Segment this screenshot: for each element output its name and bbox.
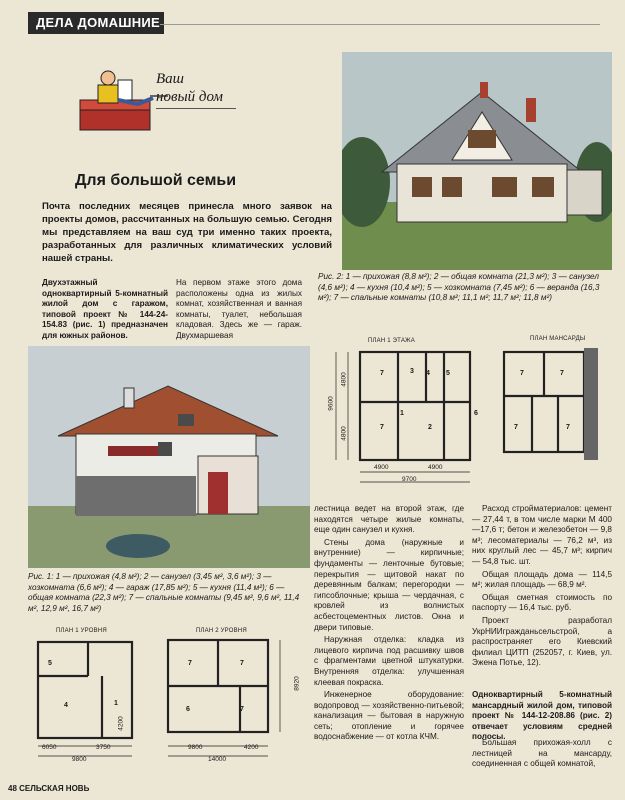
brand-line2: новый дом	[156, 89, 223, 105]
brand-line1: Ваш	[156, 71, 184, 87]
project2-intro: Одноквартирный 5-комнатный мансардный жилой дом, типовой проект № 144-12-208.86 (рис. 2) отвечает условиям средней полосы.	[472, 690, 612, 742]
project1-intro: Двухэтажный одноквартирный 5-комнатный жилой дом с гаражом, типовой проект № 144-24-154.83 (рис. 1) предназначен для южных районов.	[42, 278, 168, 340]
mid-para-3: Наружная отделка: кладка из лицевого кирпича под расшивку швов с фрагментами цветной штукатурки. Внутренняя отделка: улучшенная клеевая покраска.	[314, 635, 464, 687]
right-column	[472, 504, 612, 671]
right-para-4: Проект разработал УкрНИИгражданьсельстрой, а распространяет его Киевский филиал ЦИТП (252057, г. Киев, ул. Эжена Потье, 12).	[472, 615, 612, 668]
house-photo-fig1	[28, 346, 310, 568]
fig2-dim-w1: 4900	[374, 464, 389, 471]
section-rubric: ДЕЛА ДОМАШНИЕ	[28, 12, 164, 34]
fig2-plan1-label: ПЛАН 1 ЭТАЖА	[368, 338, 415, 344]
project1-text: На первом этаже этого дома расположены одна из жилых комнат, хозяйственная и ванная комнаты, туалет, небольшая кладовая. Здесь же — гараж. Двухмаршевая	[176, 278, 302, 340]
fig2-dim-h2: 4800	[340, 426, 348, 441]
fig2-dim-h1: 4800	[340, 372, 348, 387]
article-title: Для большой семьи	[75, 172, 237, 189]
fig1-dim-height: 8920	[293, 676, 301, 691]
page-footer: 48 СЕЛЬСКАЯ НОВЬ	[8, 784, 90, 793]
fig1-plan2-label: ПЛАН 2 УРОВНЯ	[196, 628, 247, 634]
mid-para-4: Инженерное оборудование: водопровод — хозяйственно-питьевой; канализация — бытовая в наружную сеть; отопление и горячее водоснабжение — от котла КЧМ.	[314, 690, 464, 742]
mid-para-2: Стены дома (наружные и внутренние) — кирпичные; фундаменты — ленточные бутовые; перекрытия — щитовой накат по деревянным балкам; перегородки — гипсоблочные; крыша — чердачная, с кровлей из волнистых асбестоцементных листов. Окна и двери типовые.	[314, 537, 464, 632]
fig2-dim-height: 9600	[327, 396, 335, 411]
brand-illustration	[78, 70, 268, 150]
fig1-dim-w2: 3750	[96, 744, 111, 751]
fig2-dim-w2: 4900	[428, 464, 443, 471]
fig1-plan1-label: ПЛАН 1 УРОВНЯ	[56, 628, 107, 634]
fig1-caption: Рис. 1: 1 — прихожая (4,8 м²); 2 — санузел (3,45 м², 3,6 м²); 3 — хозкомната (6,6 м²); 4 — гараж (17,85 м²); 5 — кухня (11,4 м²); 6 — общая комната (22,3 м²); 7 — спальные комнаты (9,45 м², 9,6 м², 11,4 м², 12,9 м², 16,7 м²)	[28, 572, 300, 613]
fig1-dim-total1: 9800	[72, 756, 87, 763]
fig2-plan2-label: ПЛАН МАНСАРДЫ	[530, 336, 586, 342]
right-para-1: Расход стройматериалов: цемент — 27,44 т, в том числе марки М 400—17,6 т; бетон и железобетон — 9,8 м³; лесоматериалы — 76,2 м³, из них круглый лес — 45,7 м³; кирпич — 54,8 тыс. шт.	[472, 504, 612, 566]
fig2-dim-total: 9700	[402, 476, 417, 483]
fig2-caption: Рис. 2: 1 — прихожая (8,8 м²); 2 — общая комната (21,3 м²); 3 — санузел (4,6 м²); 4 — кухня (10,4 м²); 5 — хозкомната (7,45 м²); 6 — веранда (16,3 м²); 7 — спальные комнаты (10,8 м²; 11,1 м²; 11,7 м²; 11,8 м²)	[318, 272, 600, 303]
right-para-3: Общая сметная стоимость по паспорту — 16,4 тыс. руб.	[472, 592, 612, 613]
middle-column	[314, 504, 464, 745]
fig1-dim-w1: 6050	[42, 744, 57, 751]
fig1-floor-plans	[28, 636, 310, 764]
fig1-dim-h1: 4200	[117, 716, 125, 731]
project2-text: Большая прихожая-холл с лестницей на мансарду, соединенная с общей комнатой,	[472, 738, 612, 769]
fig2-floor-plans	[318, 346, 614, 486]
fig1-dim-w4: 4200	[244, 744, 259, 751]
right-para-2: Общая площадь дома — 114,5 м²; жилая площадь — 68,9 м².	[472, 569, 612, 590]
fig1-dim-w3: 9800	[188, 744, 203, 751]
mid-para-1: лестница ведет на второй этаж, где находятся четыре жилые комнаты, еще один санузел и кухня.	[314, 504, 464, 535]
article-lead: Почта последних месяцев принесла много заявок на проекты домов, рассчитанных на большую семью. Сегодня мы представляем на ваш суд три именно таких проекта, разработанных для различных климатических условий нашей страны.	[42, 201, 332, 264]
house-photo-fig2	[342, 52, 612, 270]
rubric-divider	[160, 24, 600, 25]
fig1-dim-total2: 14000	[208, 756, 227, 763]
